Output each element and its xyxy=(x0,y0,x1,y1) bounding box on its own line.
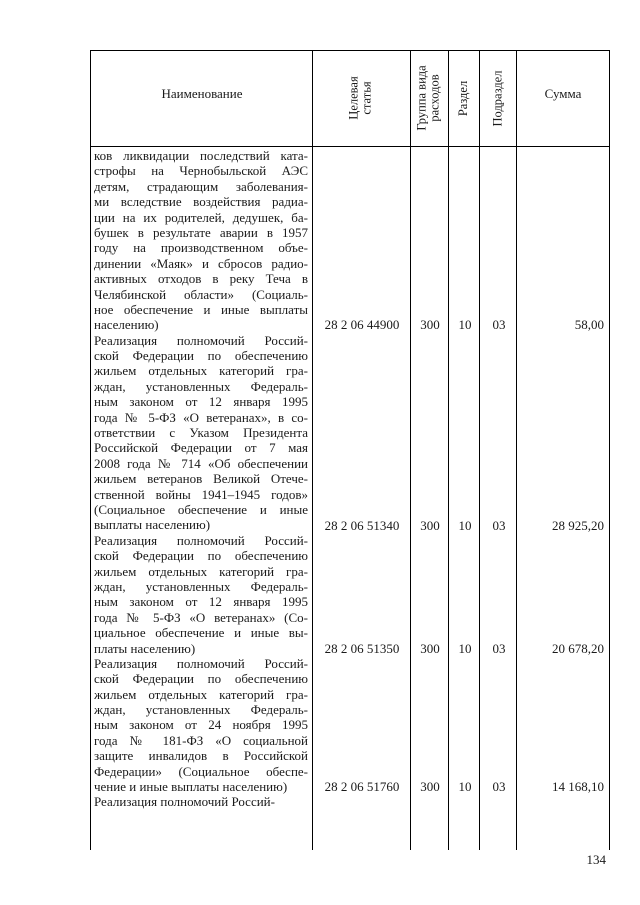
header-subsection xyxy=(479,50,516,146)
row-subsection: 03 xyxy=(492,640,506,656)
header-name: Наименование xyxy=(161,86,243,101)
row-text-line: защите инвалидов в Российской xyxy=(94,748,308,764)
row-text-line: Реализация полномочий Россий- xyxy=(94,332,308,348)
row-text-line: ным законом от 12 января 1995 xyxy=(94,594,308,610)
row-text-line: Челябинской области» (Социаль- xyxy=(94,286,308,302)
row-subsection: 03 xyxy=(492,517,506,533)
row-text-line: ным законом от 12 января 1995 xyxy=(94,394,308,410)
row-sum: 20 678,20 xyxy=(552,640,604,656)
column-divider xyxy=(516,50,517,850)
row-text-line: ков ликвидации последствий ката- xyxy=(94,148,308,163)
row-text-line: строфы на Чернобыльской АЭС xyxy=(94,163,308,179)
header-sum: Сумма xyxy=(544,86,582,101)
row-sum: 58,00 xyxy=(574,317,604,333)
row-text-line: ской Федерации по обеспечению xyxy=(94,548,308,564)
header-group-line1: Группа вида xyxy=(415,65,430,131)
row-text-line: ской Федерации по обеспечению xyxy=(94,671,308,687)
row-subsection: 03 xyxy=(492,779,506,795)
header-section-label: Раздел xyxy=(456,80,471,116)
header-group xyxy=(410,50,448,146)
row-section: 10 xyxy=(458,640,472,656)
row-code: 28 2 06 51760 xyxy=(324,779,400,795)
row-code: 28 2 06 51340 xyxy=(324,517,400,533)
row-text-line: года № 5-ФЗ «О ветеранах», в со- xyxy=(94,409,308,425)
row-sum: 14 168,10 xyxy=(552,779,604,795)
column-divider xyxy=(448,50,449,850)
header-group-line2: расходов xyxy=(428,74,443,122)
row-text-line: ным законом от 24 ноября 1995 xyxy=(94,717,308,733)
page-number: 134 xyxy=(586,852,606,867)
row-text-line: ции на их родителей, дедушек, ба- xyxy=(94,209,308,225)
budget-table xyxy=(90,50,610,850)
row-text-line: года № 5-ФЗ «О ветеранах» (Со- xyxy=(94,609,308,625)
header-section xyxy=(448,50,479,146)
header-code xyxy=(312,50,410,146)
row-text-line: платы населению) xyxy=(94,640,196,656)
header-code-line2: статья xyxy=(360,81,374,115)
row-text-line: ственной войны 1941–1945 годов» xyxy=(94,486,308,502)
row-text-line: Федерации» (Социальное обеспе- xyxy=(94,763,308,779)
row-text-line: чение и иные выплаты населению) xyxy=(94,779,288,795)
row-section: 10 xyxy=(458,779,472,795)
row-section: 10 xyxy=(458,517,472,533)
row-group: 300 xyxy=(420,779,440,795)
name-column xyxy=(94,148,308,810)
row-code: 28 2 06 51350 xyxy=(324,640,400,656)
row-code: 28 2 06 44900 xyxy=(324,317,400,333)
header-code-line1: Целевая xyxy=(347,76,361,120)
column-divider xyxy=(410,50,411,850)
row-text-line: жильем ветеранов Великой Отече- xyxy=(94,471,308,487)
table-right-border xyxy=(609,50,610,850)
row-text-line: жильем отдельных категорий гра- xyxy=(94,363,308,379)
row-text-line: Российской Федерации от 7 мая xyxy=(94,440,308,456)
row-text-line: 2008 года № 714 «Об обеспечении xyxy=(94,455,308,471)
row-text-line: выплаты населению) xyxy=(94,517,211,533)
row-text-line: (Социальное обеспечение и иные xyxy=(94,501,308,517)
row-group: 300 xyxy=(420,640,440,656)
row-group: 300 xyxy=(420,517,440,533)
row-group: 300 xyxy=(420,317,440,333)
row-text-line: Реализация полномочий Россий- xyxy=(94,532,308,548)
row-text-line: динении «Маяк» и сбросов радио- xyxy=(94,255,308,271)
row-text-line: ждан, установленных Федераль- xyxy=(94,378,308,394)
table-left-border xyxy=(90,50,91,850)
row-text-line: ждан, установленных Федераль- xyxy=(94,702,308,718)
row-text-line: году на производственном объе- xyxy=(94,240,308,256)
row-text-line: жильем отдельных категорий гра- xyxy=(94,563,308,579)
row-subsection: 03 xyxy=(492,317,506,333)
row-text-line: ответствии с Указом Президента xyxy=(94,425,308,441)
row-text-line: Реализация полномочий Россий- xyxy=(94,794,275,810)
row-text-line: бушек в результате аварии в 1957 xyxy=(94,224,308,240)
row-text-line: года № 181-ФЗ «О социальной xyxy=(94,732,308,748)
header-subsection-label: Подраздел xyxy=(490,70,504,126)
row-text-line: ное обеспечение и иные выплаты xyxy=(94,301,308,317)
column-divider xyxy=(312,50,313,850)
row-section: 10 xyxy=(458,317,472,333)
row-text-line: ми вследствие воздействия радиа- xyxy=(94,194,308,210)
row-text-line: детям, страдающим заболевания- xyxy=(94,178,308,194)
row-text-line: ской Федерации по обеспечению xyxy=(94,348,308,364)
column-divider xyxy=(479,50,480,850)
row-text-line: Реализация полномочий Россий- xyxy=(94,655,308,671)
row-text-line: активных отходов в реку Теча в xyxy=(94,271,308,287)
row-text-line: ждан, установленных Федераль- xyxy=(94,578,308,594)
row-text-line: жильем отдельных категорий гра- xyxy=(94,686,308,702)
row-sum: 28 925,20 xyxy=(552,517,604,533)
header-bottom-border xyxy=(90,146,610,147)
row-text-line: населению) xyxy=(94,317,159,333)
row-text-line: циальное обеспечение и иные вы- xyxy=(94,625,308,641)
